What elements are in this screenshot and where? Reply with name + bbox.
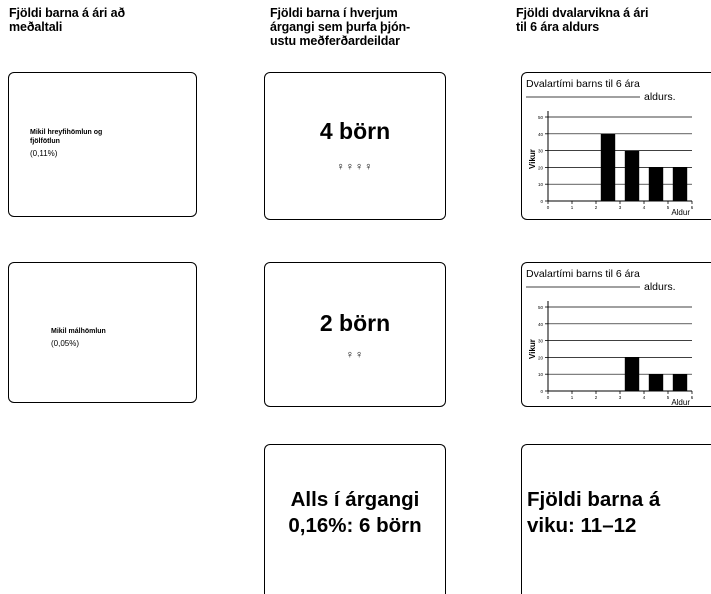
x-tick-label: 6 xyxy=(690,205,694,210)
child-count: 2 börn xyxy=(319,310,391,336)
x-tick-label: 3 xyxy=(618,205,622,210)
x-tick-label: 6 xyxy=(690,395,694,400)
y-tick-label: 30 xyxy=(537,148,543,154)
x-tick-label: 4 xyxy=(642,205,646,210)
y-tick-label: 20 xyxy=(537,165,543,171)
bar xyxy=(601,134,615,201)
x-tick-label: 4 xyxy=(642,395,646,400)
x-tick-label: 1 xyxy=(570,395,574,400)
disability-label: Mikil málhömlun xyxy=(51,328,106,335)
column-heading-children-per-year: Fjöldi barna á ári að meðaltali xyxy=(9,6,125,34)
bar-chart-stay-duration xyxy=(522,263,694,406)
cohort-total: Alls í árgangi 0,16%: 6 börn xyxy=(288,488,422,537)
chart-title-line2: aldurs. xyxy=(644,91,676,103)
bar xyxy=(649,167,663,201)
x-tick-label: 0 xyxy=(546,205,550,210)
chart-card-motor xyxy=(521,72,711,220)
x-axis-label: Aldur xyxy=(671,398,690,407)
y-tick-label: 40 xyxy=(537,321,543,327)
column-heading-weeks-per-year: Fjöldi dvalarvikna á ári til 6 ára aldurs xyxy=(516,6,649,34)
x-tick-label: 0 xyxy=(546,395,550,400)
chart-title-line2: aldurs. xyxy=(644,281,676,293)
x-tick-label: 2 xyxy=(594,395,598,400)
x-tick-label: 3 xyxy=(618,395,622,400)
y-tick-label: 0 xyxy=(540,199,543,204)
x-tick-label: 2 xyxy=(594,205,598,210)
y-tick-label: 50 xyxy=(537,115,543,120)
bar-chart-stay-duration xyxy=(522,73,694,219)
bar xyxy=(649,374,663,391)
y-tick-label: 0 xyxy=(540,389,543,394)
child-count: 4 börn xyxy=(319,118,391,144)
chart-card-speech xyxy=(521,262,711,407)
y-tick-label: 10 xyxy=(537,372,543,378)
disability-percent: (0,11%) xyxy=(30,149,58,158)
bar xyxy=(625,357,639,391)
y-tick-label: 20 xyxy=(537,355,543,361)
x-tick-label: 5 xyxy=(666,395,670,400)
bar xyxy=(673,374,687,391)
x-tick-label: 5 xyxy=(666,205,670,210)
x-axis-label: Aldur xyxy=(671,208,690,217)
chart-title: Dvalartími barns til 6 ára xyxy=(526,268,640,280)
count-card-speech xyxy=(264,262,446,407)
count-card-motor xyxy=(264,72,446,220)
weeks-card xyxy=(521,444,711,594)
weekly-children-total: Fjöldi barna á viku: 11–12 xyxy=(527,488,661,537)
disability-percent: (0,05%) xyxy=(51,339,80,348)
y-axis-label: Vikur xyxy=(528,149,537,169)
disability-card-speech xyxy=(8,262,197,403)
bar xyxy=(625,151,639,201)
child-figures-icon: ♀♀♀♀ xyxy=(336,161,374,173)
y-tick-label: 40 xyxy=(537,131,543,137)
child-figures-icon: ♀♀ xyxy=(345,349,365,361)
column-heading-children-per-cohort: Fjöldi barna í hverjum árgangi sem þurfa þjón- ustu meðferðardeildar xyxy=(270,6,411,48)
chart-title: Dvalartími barns til 6 ára xyxy=(526,78,640,90)
y-tick-label: 30 xyxy=(537,338,543,344)
disability-label: Mikil hreyfihömlun og fjölfötlun xyxy=(30,129,103,145)
disability-card-motor xyxy=(8,72,197,217)
y-axis-label: Vikur xyxy=(528,339,537,359)
x-tick-label: 1 xyxy=(570,205,574,210)
bar xyxy=(673,167,687,201)
y-tick-label: 50 xyxy=(537,305,543,310)
y-tick-label: 10 xyxy=(537,182,543,188)
total-card xyxy=(264,444,446,594)
